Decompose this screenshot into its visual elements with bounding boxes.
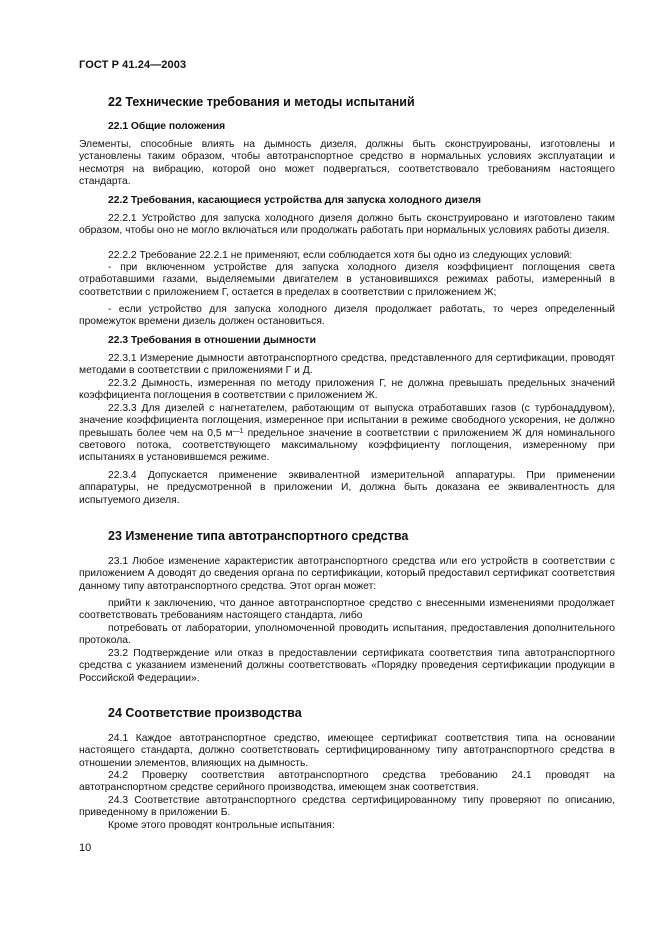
paragraph-23-1-option-a: прийти к заключению, что данное автотранспортное средство с внесенными изменениями продолжает соответствовать требованиям настоящего стандарта, либо — [79, 598, 615, 622]
paragraph-24-3-continuation: Кроме этого проводят контрольные испытания: — [108, 820, 335, 831]
paragraph-22-1: Элементы, способные влиять на дымность дизеля, должны быть сконструированы, изготовлены и установлены таким образом, чтобы автотранспортное средство в нормальных условиях эксплуатации и несмотря на вибрацию, которой оно может подвергаться, соответствовало требованиям настоящего стандарта. — [79, 139, 615, 187]
paragraph-24-2: 24.2 Проверку соответствия автотранспортного средства требованию 24.1 проводят на автотранспортном средстве серийного производства, имеющем знак соответствия. — [79, 770, 615, 794]
paragraph-24-3: 24.3 Соответствие автотранспортного средства сертифицированному типу проверяют по описанию, приведенному в приложении Б. — [79, 795, 615, 819]
paragraph-22-3-3-part-a: 22.3.3 Для дизелей с нагнетателем, работающим от выпуска отработавших газов (с турбонаддувом), значение коэффициента поглощения, измеренное при испытании в режиме свободного ускорения, не должно превышать более чем на 0,5 м — [79, 403, 615, 439]
paragraph-23-1-option-b: потребовать от лаборатории, уполномоченной проводить испытания, предоставления дополнительного протокола. — [79, 623, 615, 647]
paragraph-22-2-1: 22.2.1 Устройство для запуска холодного дизеля должно быть сконструировано и изготовлено таким образом, чтобы оно не могло включаться или продолжать работать при нормальных условиях работы дизеля. — [79, 213, 615, 237]
paragraph-22-3-3 — [79, 403, 615, 464]
section-23-title: 23 Изменение типа автотранспортного средства — [108, 529, 409, 543]
section-22-3-title: 22.3 Требования в отношении дымности — [108, 335, 316, 346]
unit-exponent: —1 — [232, 427, 244, 435]
paragraph-22-2-2: 22.2.2 Требование 22.2.1 не применяют, если соблюдается хотя бы одно из следующих условий: — [108, 250, 573, 261]
paragraph-23-1: 23.1 Любое изменение характеристик автотранспортного средства или его устройств в соответствии с приложением А доводят до сведения органа по сертификации, который предоставил сертификат соответствия данному типу автотранспортного средства. Этот орган может: — [79, 556, 615, 592]
paragraph-24-1: 24.1 Каждое автотранспортное средство, имеющее сертификат соответствия типа на основании настоящего стандарта, должно соответствовать сертифицированному типу автотранспортного средства в отношении элементов, влияющих на дымность. — [79, 733, 615, 769]
paragraph-22-3-2: 22.3.2 Дымность, измеренная по методу приложения Г, не должна превышать предельных значений коэффициента поглощения в соответствии с приложением Ж. — [79, 378, 615, 402]
paragraph-22-3-4: 22.3.4 Допускается применение эквивалентной измерительной аппаратуры. При применении аппаратуры, не предусмотренной в приложении И, должна быть доказана ее эквивалентность для испытуемого дизеля. — [79, 470, 615, 506]
section-24-title: 24 Соответствие производства — [108, 706, 302, 720]
paragraph-22-3-1: 22.3.1 Измерение дымности автотранспортного средства, представленного для сертификации, проводят методами в соответствии с приложениями Г и Д. — [79, 353, 615, 377]
paragraph-22-3-3-part-b: предельное значение в соответствии с приложением Ж для номинального светового потока, соответствующего максимальному коэффициенту поглощения, измеренному при испытаниях в установившемся режиме. — [79, 427, 615, 464]
page-number: 10 — [79, 842, 92, 854]
section-22-2-title: 22.2 Требования, касающиеся устройства для запуска холодного дизеля — [108, 195, 482, 206]
document-header: ГОСТ Р 41.24—2003 — [79, 59, 187, 71]
paragraph-22-2-2-condition-b: - если устройство для запуска холодного дизеля продолжает работать, то через определенный промежуток времени дизель должен остановиться. — [79, 304, 615, 328]
paragraph-22-2-2-condition-a: - при включенном устройстве для запуска холодного дизеля коэффициент поглощения света отработавшими газами, выделяемыми двигателем в установившихся режимах работы, измеренный в соответствии с приложением Г, остается в пределах в соответствии с приложением Ж; — [79, 262, 615, 298]
paragraph-23-2: 23.2 Подтверждение или отказ в предоставлении сертификата соответствия типа автотранспортного средства с указанием изменений должны соответствовать «Порядку проведения сертификации продукции в Российской Федерации». — [79, 648, 615, 684]
section-22-title: 22 Технические требования и методы испытаний — [108, 95, 415, 109]
section-22-1-title: 22.1 Общие положения — [108, 121, 226, 132]
